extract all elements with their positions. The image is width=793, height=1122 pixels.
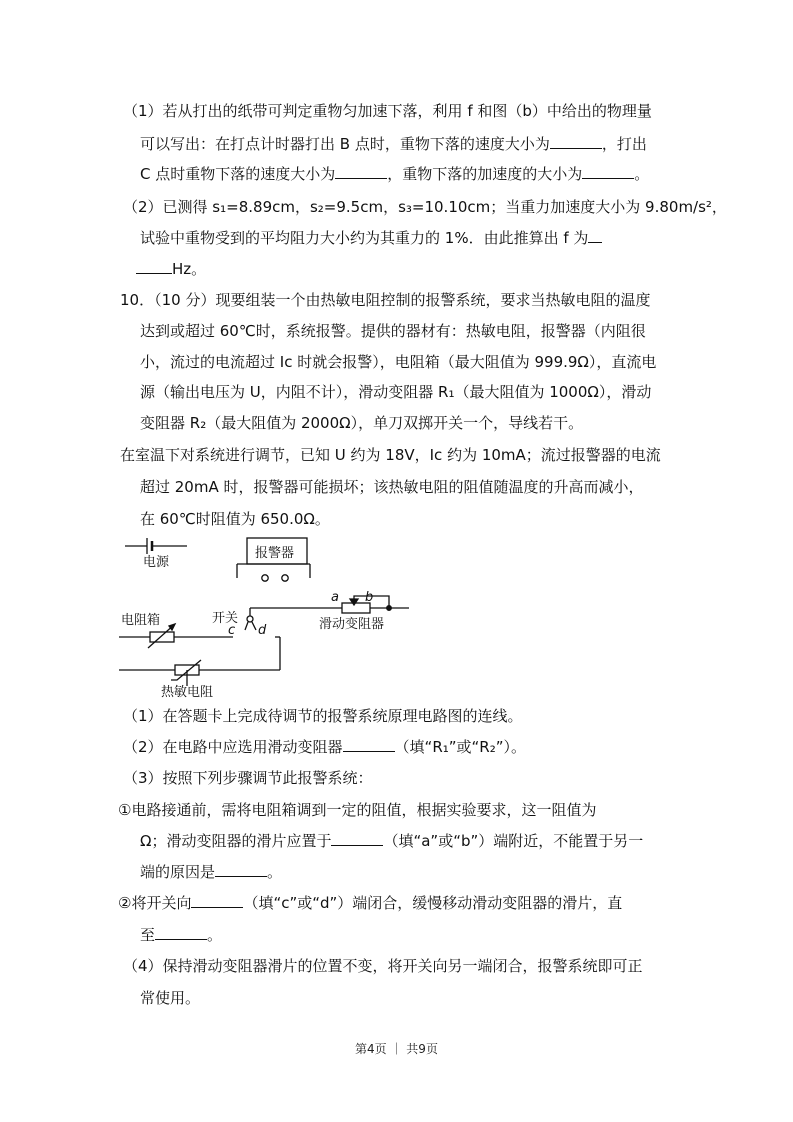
q10-step1-line3-text: 端的原因是 bbox=[140, 863, 216, 881]
q10-sub1: （1）在答题卡上完成待调节的报警系统原理电路图的连线。 bbox=[123, 707, 523, 725]
answer-blank[interactable] bbox=[331, 831, 383, 846]
power-source-symbol bbox=[125, 538, 187, 554]
q10-step2-line1-text: ②将开关向 bbox=[118, 894, 192, 912]
q9-part1-line2-tail: ，打出 bbox=[601, 135, 647, 153]
q9-part2-line3-text: Hz。 bbox=[172, 260, 207, 278]
q10-line8: 在 60℃时阻值为 650.0Ω。 bbox=[140, 510, 330, 528]
page-footer: 第4页 ｜ 共9页 bbox=[355, 1042, 438, 1056]
answer-blank[interactable] bbox=[550, 134, 602, 149]
q10-step1-line3 bbox=[140, 862, 282, 882]
answer-blank[interactable] bbox=[191, 893, 243, 908]
q10-line4: 源（输出电压为 U，内阻不计），滑动变阻器 R₁（最大阻值为 1000Ω），滑动 bbox=[140, 383, 652, 401]
q9-part2-line2-text: 试验中重物受到的平均阻力大小约为其重力的 1%．由此推算出 f 为 bbox=[140, 229, 589, 247]
q10-step1-line3-end: 。 bbox=[267, 863, 283, 881]
q10-step2-line2 bbox=[140, 925, 222, 945]
q9-part1-line3-text: C 点时重物下落的速度大小为 bbox=[140, 165, 336, 183]
q10-line3: 小，流过的电流超过 Iᴄ 时就会报警），电阻箱（最大阻值为 999.9Ω），直流电 bbox=[140, 353, 657, 371]
switch-d-label: d bbox=[258, 623, 267, 638]
circuit-diagram bbox=[115, 528, 415, 703]
answer-blank[interactable] bbox=[215, 862, 267, 877]
q9-part1-line2 bbox=[140, 134, 647, 154]
q10-step1-line2-tail: （填“a”或“b”）端附近，不能置于另一 bbox=[383, 832, 644, 850]
answer-blank[interactable] bbox=[155, 925, 207, 940]
switch-pivot[interactable] bbox=[247, 616, 253, 622]
answer-blank[interactable] bbox=[136, 259, 172, 274]
resistor-box-symbol bbox=[150, 632, 174, 642]
q10-sub4-line2: 常使用。 bbox=[140, 989, 201, 1007]
thermistor-label: 热敏电阻 bbox=[161, 685, 214, 700]
alarm-label: 报警器 bbox=[255, 546, 295, 561]
q9-part2-line1: （2）已测得 s₁=8.89cm，s₂=9.5cm，s₃=10.10cm；当重力加速度大小为 9.80m/s²， bbox=[123, 198, 727, 216]
q10-line5: 变阻器 R₂（最大阻值为 2000Ω），单刀双掷开关一个，导线若干。 bbox=[140, 414, 584, 432]
q10-step1-line2 bbox=[140, 831, 643, 851]
switch-c-label: c bbox=[228, 623, 236, 638]
q10-step2-line1-tail: （填“c”或“d”）端闭合，缓慢移动滑动变阻器的滑片，直 bbox=[243, 894, 623, 912]
q9-part1-line3 bbox=[140, 164, 649, 184]
q9-part1-line1: （1）若从打出的纸带可判定重物匀加速下落，利用 f 和图（b）中给出的物理量 bbox=[123, 102, 652, 120]
answer-blank[interactable] bbox=[582, 164, 634, 179]
rheostat-slider[interactable] bbox=[350, 599, 358, 605]
q10-step2-line2-end: 。 bbox=[207, 926, 223, 944]
answer-blank[interactable] bbox=[588, 228, 602, 243]
answer-blank[interactable] bbox=[335, 164, 387, 179]
rheostat-label: 滑动变阻器 bbox=[319, 617, 385, 632]
q10-sub4-line1: （4）保持滑动变阻器滑片的位置不变，将开关向另一端闭合，报警系统即可正 bbox=[123, 957, 643, 975]
q9-part1-line3-mid: ，重物下落的加速度的大小为 bbox=[387, 165, 583, 183]
q9-part2-line3 bbox=[136, 259, 206, 279]
alarm-terminal-1[interactable] bbox=[262, 575, 268, 581]
q10-step1-line1: ①电路接通前，需将电阻箱调到一定的阻值，根据实验要求，这一阻值为 bbox=[118, 801, 597, 819]
q10-step1-line2-text: Ω；滑动变阻器的滑片应置于 bbox=[140, 832, 332, 850]
terminal-b-label: b bbox=[365, 590, 374, 605]
q10-line7: 超过 20mA 时，报警器可能损坏；该热敏电阻的阻值随温度的升高而减小， bbox=[140, 478, 644, 496]
q10-line6: 在室温下对系统进行调节，已知 U 约为 18V，Iᴄ 约为 10mA；流过报警器的电流 bbox=[120, 446, 661, 464]
alarm-terminal-2[interactable] bbox=[282, 575, 288, 581]
switch-label: 开关 bbox=[212, 611, 239, 626]
q9-part2-line2 bbox=[140, 228, 602, 248]
q10-step2-line2-text: 至 bbox=[140, 926, 156, 944]
q9-part1-line2-text: 可以写出：在打点计时器打出 B 点时，重物下落的速度大小为 bbox=[140, 135, 550, 153]
q10-sub2-tail: （填“R₁”或“R₂”）。 bbox=[394, 738, 527, 756]
q10-sub2 bbox=[123, 737, 526, 757]
q10-line2: 达到或超过 60℃时，系统报警。提供的器材有：热敏电阻，报警器（内阻很 bbox=[140, 322, 646, 340]
q10-sub2-text: （2）在电路中应选用滑动变阻器 bbox=[123, 738, 343, 756]
q9-part1-line3-end: 。 bbox=[634, 165, 650, 183]
q10-step2-line1 bbox=[118, 893, 622, 913]
power-label: 电源 bbox=[143, 555, 170, 570]
answer-blank[interactable] bbox=[343, 737, 395, 752]
resistor-box-label: 电阻箱 bbox=[121, 613, 161, 628]
q10-sub3: （3）按照下列步骤调节此报警系统： bbox=[123, 769, 373, 787]
terminal-a-label: a bbox=[331, 590, 339, 605]
q10-line1: 10．（10 分）现要组装一个由热敏电阻控制的报警系统，要求当热敏电阻的温度 bbox=[120, 291, 651, 309]
